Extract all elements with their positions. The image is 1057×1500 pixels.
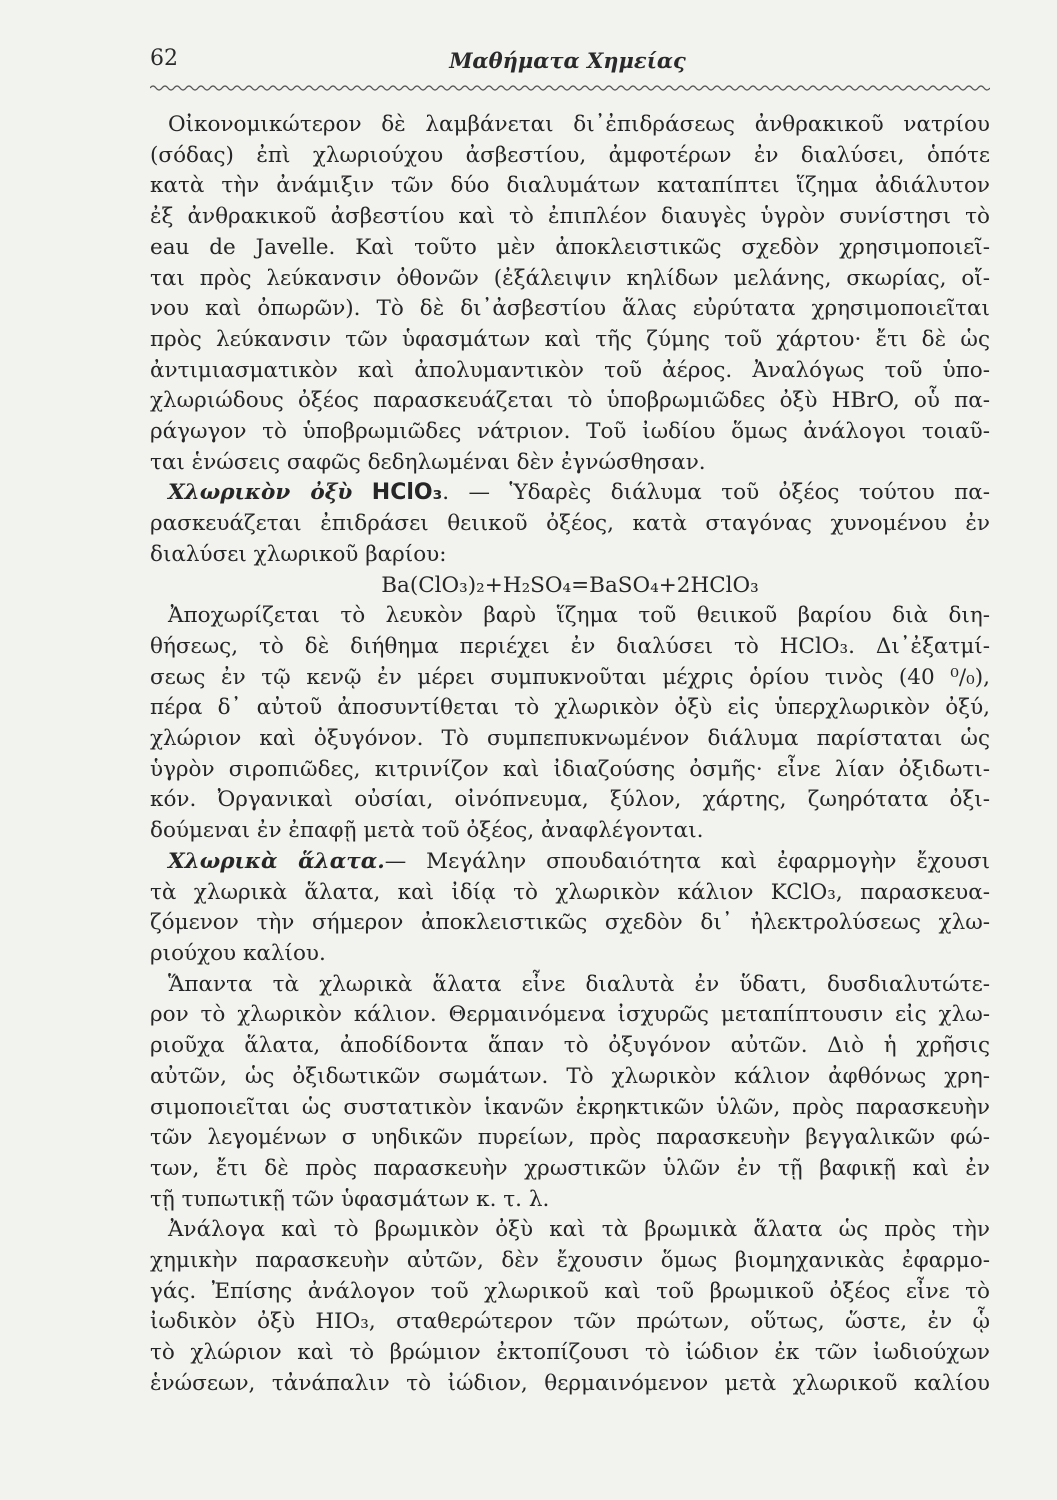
- chemical-equation: Ba(ClO₃)₂+H₂SO₄=BaSO₄+2HClO₃: [381, 572, 759, 598]
- text-line: Ἀποχωρίζεται τὸ λευκὸν βαρὺ ἵζημα τοῦ θειικοῦ βαρίου διὰ διη-: [168, 603, 990, 629]
- text-line: ἰωδικὸν ὀξὺ HIO₃, σταθερώτερον τῶν πρώτων, οὕτως, ὥστε, ἐν ᾧ: [150, 1309, 990, 1335]
- text-line: Ἅπαντα τὰ χλωρικὰ ἅλατα εἶνε διαλυτὰ ἐν ὕδατι, δυσδιαλυτώτε-: [168, 971, 990, 997]
- text-line: τὰ χλωρικὰ ἅλατα, καὶ ἰδίᾳ τὸ χλωρικὸν κάλιον KClO₃, παρασκευα-: [150, 879, 990, 905]
- text-line: (σόδας) ἐπὶ χλωριούχου ἀσβεστίου, ἀμφοτέρων ἐν διαλύσει, ὁπότε: [150, 142, 990, 168]
- section-heading-chloric-salts: Χλωρικὰ ἅλατα.: [168, 848, 385, 874]
- page-body: [150, 110, 990, 1400]
- text-line: κατὰ τὴν ἀνάμιξιν τῶν δύο διαλυμάτων καταπίπτει ἵζημα ἀδιάλυτον: [150, 173, 990, 199]
- text-line: χημικὴν παρασκευὴν αὐτῶν, δὲν ἔχουσιν ὅμως βιομηχανικὰς ἐφαρμο-: [150, 1248, 990, 1274]
- text-line: χλώριον καὶ ὀξυγόνον. Τὸ συμπεπυκνωμένον διάλυμα παρίσταται ὡς: [150, 726, 990, 752]
- text-line: σεως ἐν τῷ κενῷ ἐν μέρει συμπυκνοῦται μέχρις ὁρίου τινὸς (40 ⁰/₀),: [150, 664, 990, 690]
- text-line: ράγωγον τὸ ὑποβρωμιῶδες νάτριον. Τοῦ ἰωδίου ὅμως ἀνάλογοι τοιαῦ-: [150, 419, 990, 445]
- heading-rest: . — Ὑδαρὲς διάλυμα τοῦ ὀξέος τούτου πα-: [442, 480, 991, 506]
- text-line: τῶν λεγομένων σ υηδικῶν πυρείων, πρὸς παρασκευὴν βεγγαλικῶν φώ-: [150, 1125, 990, 1151]
- text-line: τῇ τυπωτικῇ τῶν ὑφασμάτων κ. τ. λ.: [150, 1186, 550, 1212]
- text-line: τὸ χλώριον καὶ τὸ βρώμιον ἐκτοπίζουσι τὸ ἰώδιον ἐκ τῶν ἰωδιούχων: [150, 1340, 990, 1366]
- text-line: Οἰκονομικώτερον δὲ λαμβάνεται δι᾽ἐπιδράσεως ἀνθρακικοῦ νατρίου: [168, 112, 990, 137]
- text-line: ρασκευάζεται ἐπιδράσει θειικοῦ ὀξέος, κατὰ σταγόνας χυνομένου ἐν: [150, 511, 990, 537]
- text-line: ται ἑνώσεις σαφῶς δεδηλωμέναι δὲν ἐγνώσθησαν.: [150, 449, 706, 475]
- text-line: σιμοποιεῖται ὡς συστατικὸν ἱκανῶν ἐκρηκτικῶν ὑλῶν, πρὸς παρασκευὴν: [150, 1094, 990, 1120]
- section-heading-line-chloric-acid: [150, 478, 990, 509]
- section-heading-chloric-acid: Χλωρικὸν ὀξὺ: [168, 480, 353, 506]
- text-line: ζόμενον τὴν σήμερον ἀποκλειστικῶς σχεδὸν δι᾽ ἠλεκτρολύσεως χλω-: [150, 910, 990, 936]
- text-line: διαλύσει χλωρικοῦ βαρίου:: [150, 541, 447, 567]
- header-wavy-rule: [150, 78, 990, 98]
- text-line: ριοῦχα ἅλατα, ἀποδίδοντα ἅπαν τὸ ὀξυγόνον αὐτῶν. Διὸ ἡ χρῆσις: [150, 1033, 990, 1059]
- text-line: νου καὶ ὀπωρῶν). Τὸ δὲ δι᾽ἀσβεστίου ἅλας εὐρύτατα χρησιμοποιεῖται: [150, 296, 990, 322]
- text-line: κόν. Ὀργανικαὶ οὐσίαι, οἰνόπνευμα, ξύλον, χάρτης, ζωηρότατα ὀξι-: [150, 787, 990, 813]
- text-line: πρὸς λεύκανσιν τῶν ὑφασμάτων καὶ τῆς ζύμης τοῦ χάρτου· ἔτι δὲ ὡς: [150, 326, 990, 352]
- text-line: ρον τὸ χλωρικὸν κάλιον. Θερμαινόμενα ἰσχυρῶς μεταπίπτουσιν εἰς χλω-: [150, 1002, 990, 1028]
- text-line: ἐξ ἀνθρακικοῦ ἀσβεστίου καὶ τὸ ἐπιπλέον διαυγὲς ὑγρὸν συνίστησι τὸ: [150, 204, 990, 230]
- page-number: 62: [150, 46, 178, 71]
- text-line: των, ἔτι δὲ πρὸς παρασκευὴν χρωστικῶν ὑλῶν ἐν τῇ βαφικῇ καὶ ἐν: [150, 1155, 990, 1181]
- text-line: ἀντιμιασματικὸν καὶ ἀπολυμαντικὸν τοῦ ἀέρος. Ἀναλόγως τοῦ ὑπο-: [150, 357, 990, 383]
- text-line: ται πρὸς λεύκανσιν ὀθονῶν (ἐξάλειψιν κηλίδων μελάνης, σκωρίας, οἴ-: [150, 265, 990, 291]
- text-line: eau de Javelle. Καὶ τοῦτο μὲν ἀποκλειστικῶς σχεδὸν χρησιμοποιεῖ-: [150, 234, 990, 260]
- text-line: χλωριώδους ὀξέος παρασκευάζεται τὸ ὑποβρωμιῶδες ὀξὺ HBrO, οὗ πα-: [150, 388, 990, 414]
- text-line: δούμεναι ἐν ἐπαφῇ μετὰ τοῦ ὀξέος, ἀναφλέγονται.: [150, 818, 704, 844]
- text-line: Ἀνάλογα καὶ τὸ βρωμικὸν ὀξὺ καὶ τὰ βρωμικὰ ἅλατα ὡς πρὸς τὴν: [168, 1217, 990, 1243]
- section-heading-line-chloric-salts: [150, 847, 990, 878]
- text-line: γάς. Ἐπίσης ἀνάλογον τοῦ χλωρικοῦ καὶ τοῦ βρωμικοῦ ὀξέος εἶνε τὸ: [150, 1278, 990, 1304]
- formula-hclo3: HClO₃: [371, 480, 443, 506]
- heading-rest: — Μεγάλην σπουδαιότητα καὶ ἐφαρμογὴν ἔχουσι: [384, 848, 990, 874]
- running-title: Μαθήματα Χημείας: [449, 48, 686, 73]
- text-line: θήσεως, τὸ δὲ διήθημα περιέχει ἐν διαλύσει τὸ HClO₃. Δι᾽ἐξατμί-: [150, 633, 990, 659]
- text-line: πέρα δ᾽ αὐτοῦ ἀποσυντίθεται τὸ χλωρικὸν ὀξὺ εἰς ὑπερχλωρικὸν ὀξύ,: [150, 695, 990, 721]
- text-line: ἑνώσεων, τἀνάπαλιν τὸ ἰώδιον, θερμαινόμενον μετὰ χλωρικοῦ καλίου: [150, 1370, 990, 1396]
- text-line: ὑγρὸν σιροπιῶδες, κιτρινίζον καὶ ἰδιαζούσης ὀσμῆς· εἶνε λίαν ὀξιδωτι-: [150, 756, 990, 782]
- text-line: ριούχου καλίου.: [150, 940, 326, 966]
- text-line: αὐτῶν, ὡς ὀξιδωτικῶν σωμάτων. Τὸ χλωρικὸν κάλιον ἀφθόνως χρη-: [150, 1063, 990, 1089]
